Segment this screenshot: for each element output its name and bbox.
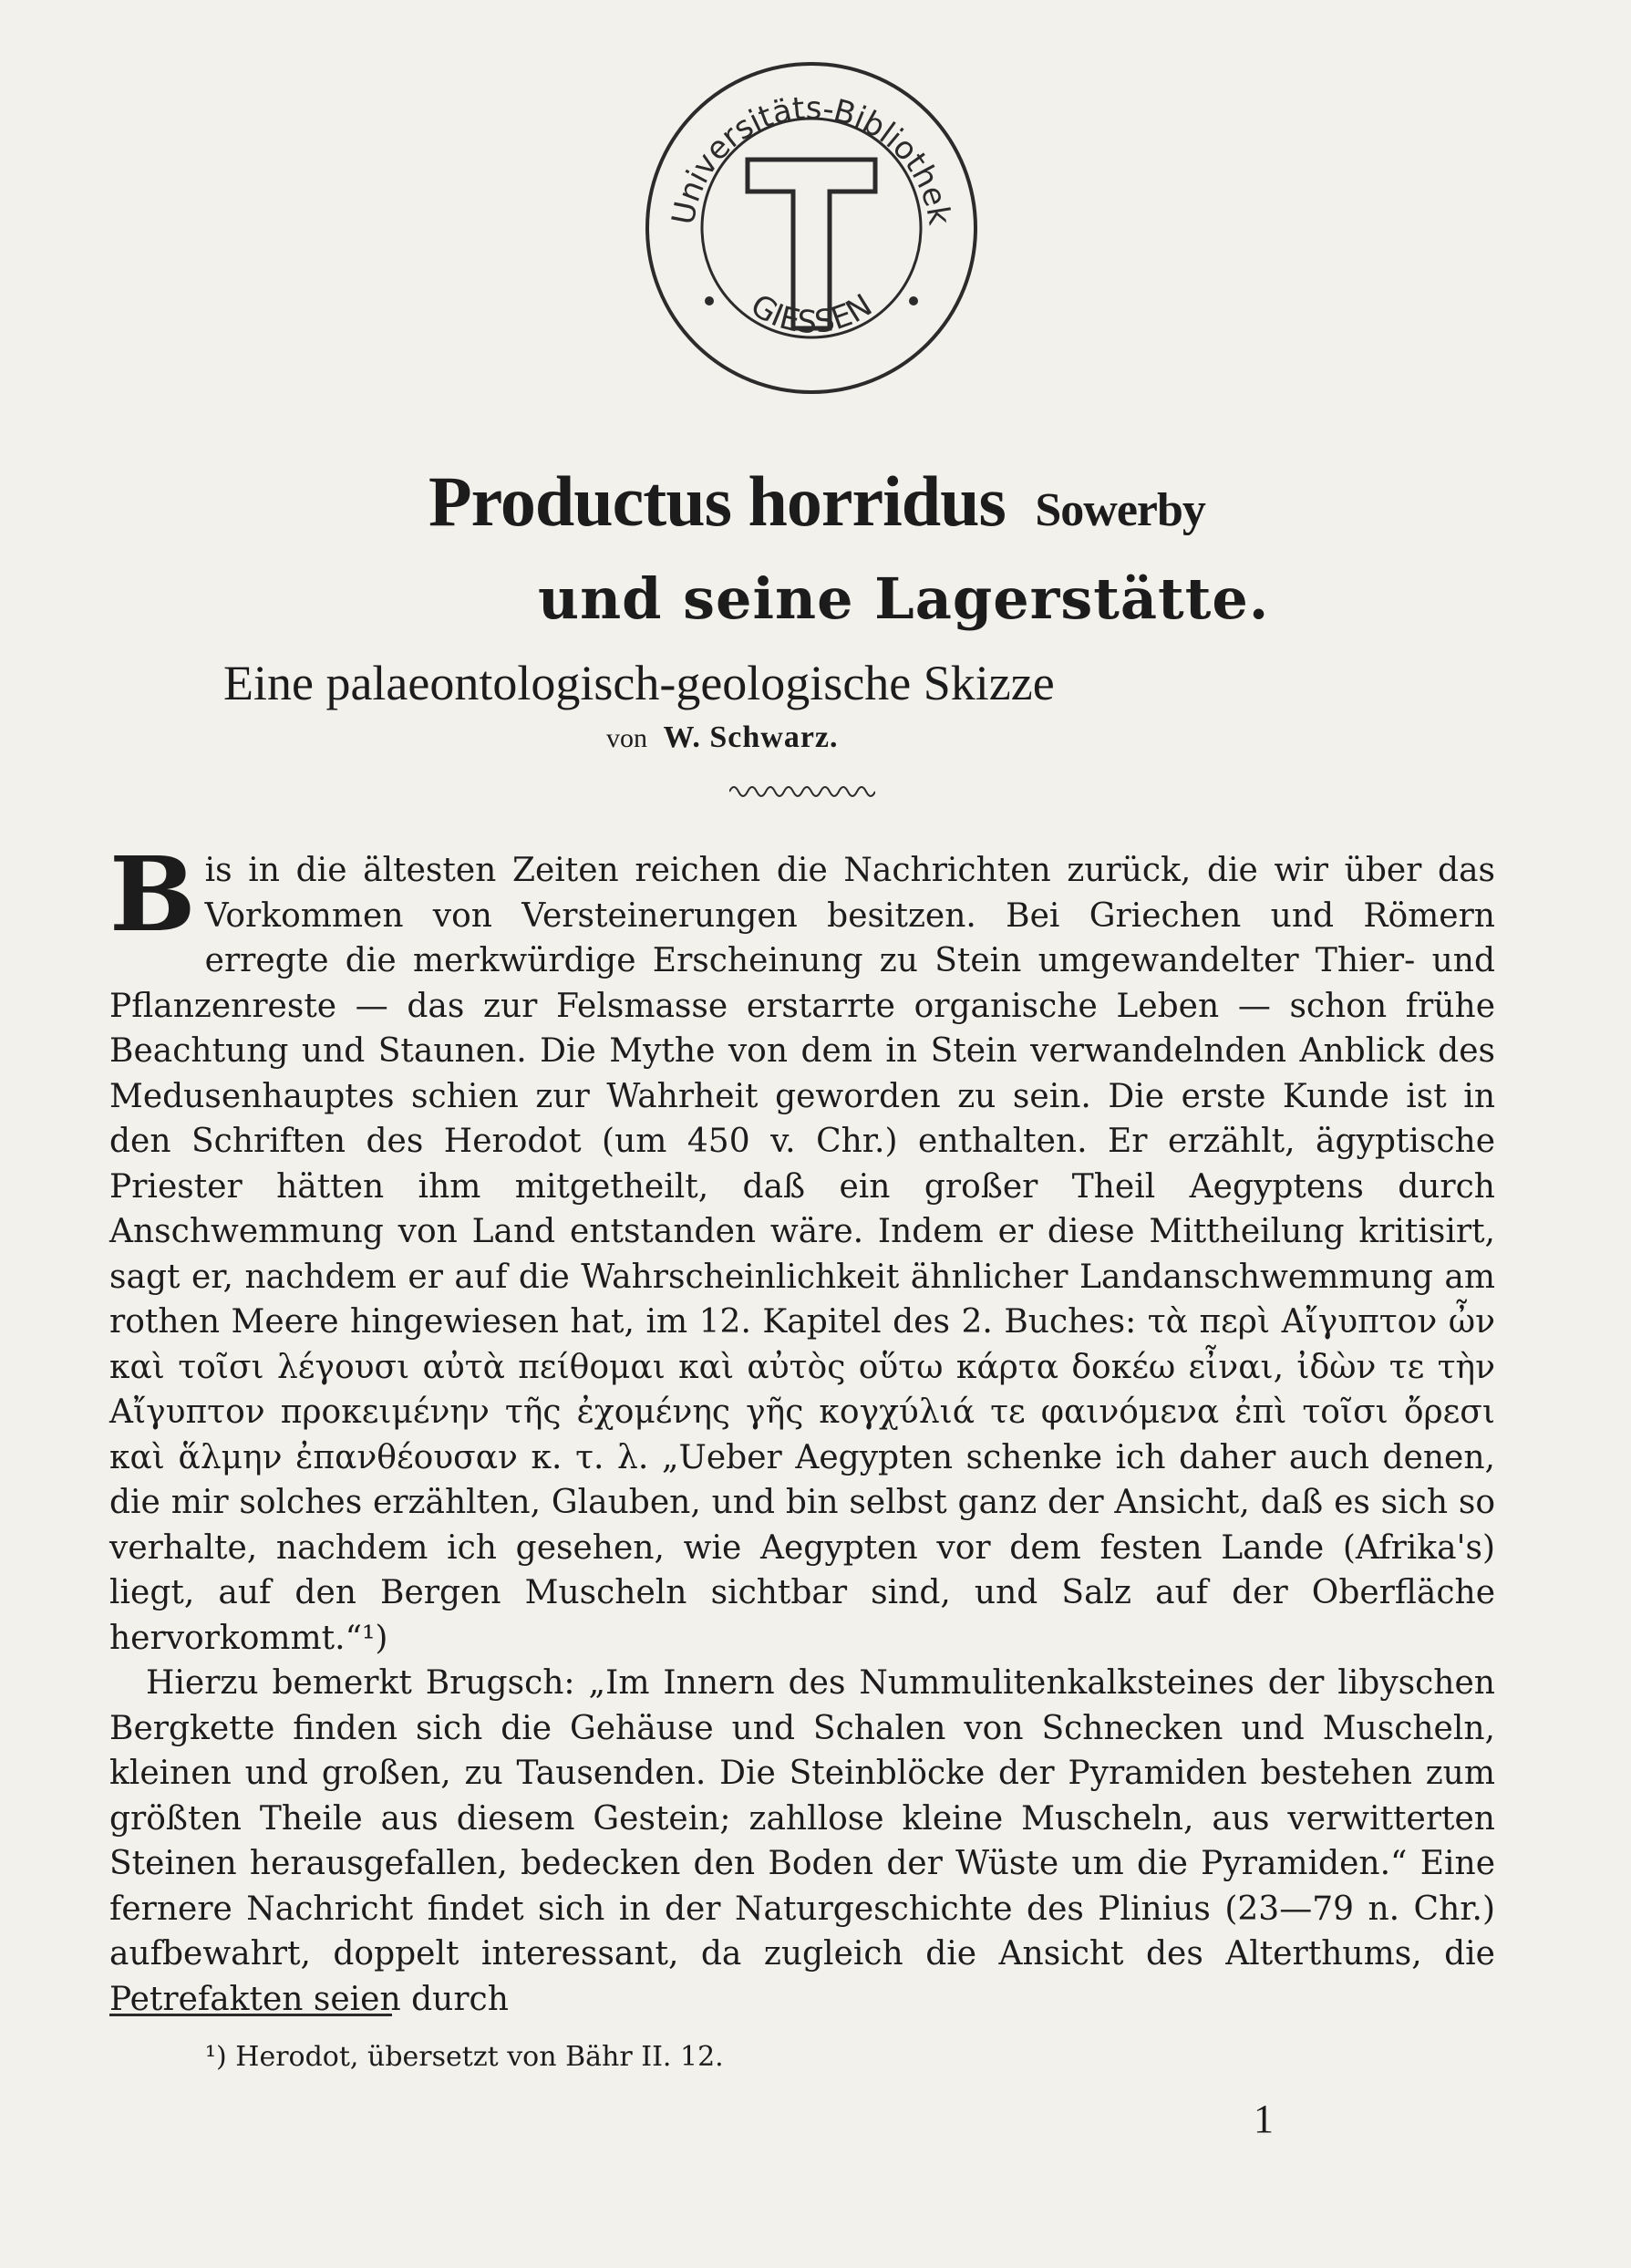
drop-cap: B bbox=[109, 835, 196, 955]
footnote bbox=[205, 2041, 1026, 2073]
byline-author: W. Schwarz. bbox=[663, 720, 839, 754]
stamp-text-top: Universitäts-Bibliothek bbox=[665, 89, 958, 228]
paragraph-1: is in die ältesten Zeiten reichen die Nachrichten zurück, die wir über das Vorkommen von Versteinerungen besitzen. Bei Griechen und Römern erregte die merkwürdige Erscheinung zu Stein umgewandelter Thier- und Pflanzenreste — das zur Felsmasse erstarrte organische Leben — schon frühe Beachtung und Staunen. Die Mythe von dem in Stein verwandelnden Anblick des Medusenhauptes schien zur Wahrheit geworden zu sein. Die erste Kunde ist in den Schriften des Herodot (um 450 v. Chr.) enthalten. Er erzählt, ägyptische Priester hätten ihm mitgetheilt, daß ein großer Theil Aegyptens durch Anschwemmung von Land entstanden wäre. Indem er diese Mittheilung kritisirt, sagt er, nachdem er auf die Wahrscheinlichkeit ähnlicher Landanschwemmung am rothen Meere hingewiesen hat, im 12. Kapitel des 2. Buches: τὰ περὶ Αἴγυπτον ὦν καὶ τοῖσι λέγουσι αὐτὰ πείθομαι καὶ αὐτὸς οὕτω κάρτα δοκέω εἶναι, ἰδὼν τε τὴν Αἴγυπτον προκειμένην τῆς ἐχομένης γῆς κογχύλιά τε φαινόμενα ἐπὶ τοῖσι ὄρεσι καὶ ἅλμην ἐπανθέουσαν κ. τ. λ. „Ueber Aegypten schenke ich daher auch denen, die mir solches erzählten, Glauben, und bin selbst ganz der Ansicht, daß es sich so verhalte, nachdem ich gesehen, wie Aegypten vor dem festen Lande (Afrika's) liegt, auf den Bergen Muscheln sichtbar sind, und Salz auf der Oberfläche hervorkommt.“¹) bbox=[109, 852, 1495, 1657]
footnote-marker: ¹) bbox=[205, 2041, 227, 2073]
title-main-text: Productus horridus bbox=[428, 461, 1006, 541]
footnote-rule bbox=[109, 2014, 392, 2016]
ornament-divider bbox=[729, 782, 875, 801]
footnote-text: Herodot, übersetzt von Bähr II. 12. bbox=[235, 2041, 724, 2073]
title-subtitle: und seine Lagerstätte. bbox=[538, 565, 1270, 632]
page-number: 1 bbox=[1254, 2097, 1274, 2141]
library-stamp bbox=[638, 55, 985, 401]
title-main bbox=[428, 461, 1249, 543]
paragraph-2: Hierzu bemerkt Brugsch: „Im Innern des Nummulitenkalksteines der libyschen Bergkette finden sich die Gehäuse und Schalen von Schnecken und Muscheln, kleinen und großen, zu Tausenden. Die Steinblöcke der Pyramiden bestehen zum größten Theile aus diesem Gestein; zahllose kleine Muscheln, aus verwitterten Steinen herausgefallen, bedecken den Boden der Wüste um die Pyramiden.“ Eine fernere Nachricht findet sich in der Naturgeschichte des Plinius (23—79 n. Chr.) aufbewahrt, doppelt interessant, da zugleich die Ansicht des Alterthums, die Petrefakten seien durch bbox=[109, 1664, 1495, 2018]
body-text bbox=[109, 835, 1495, 2022]
title-author-inline: Sowerby bbox=[1035, 484, 1205, 536]
byline bbox=[606, 720, 1062, 755]
byline-prefix: von bbox=[606, 723, 647, 753]
stamp-text-bottom: GIESSEN bbox=[744, 286, 879, 341]
title-description: Eine palaeontologisch-geologische Skizze bbox=[223, 656, 1055, 710]
stamp-seal bbox=[638, 55, 985, 401]
